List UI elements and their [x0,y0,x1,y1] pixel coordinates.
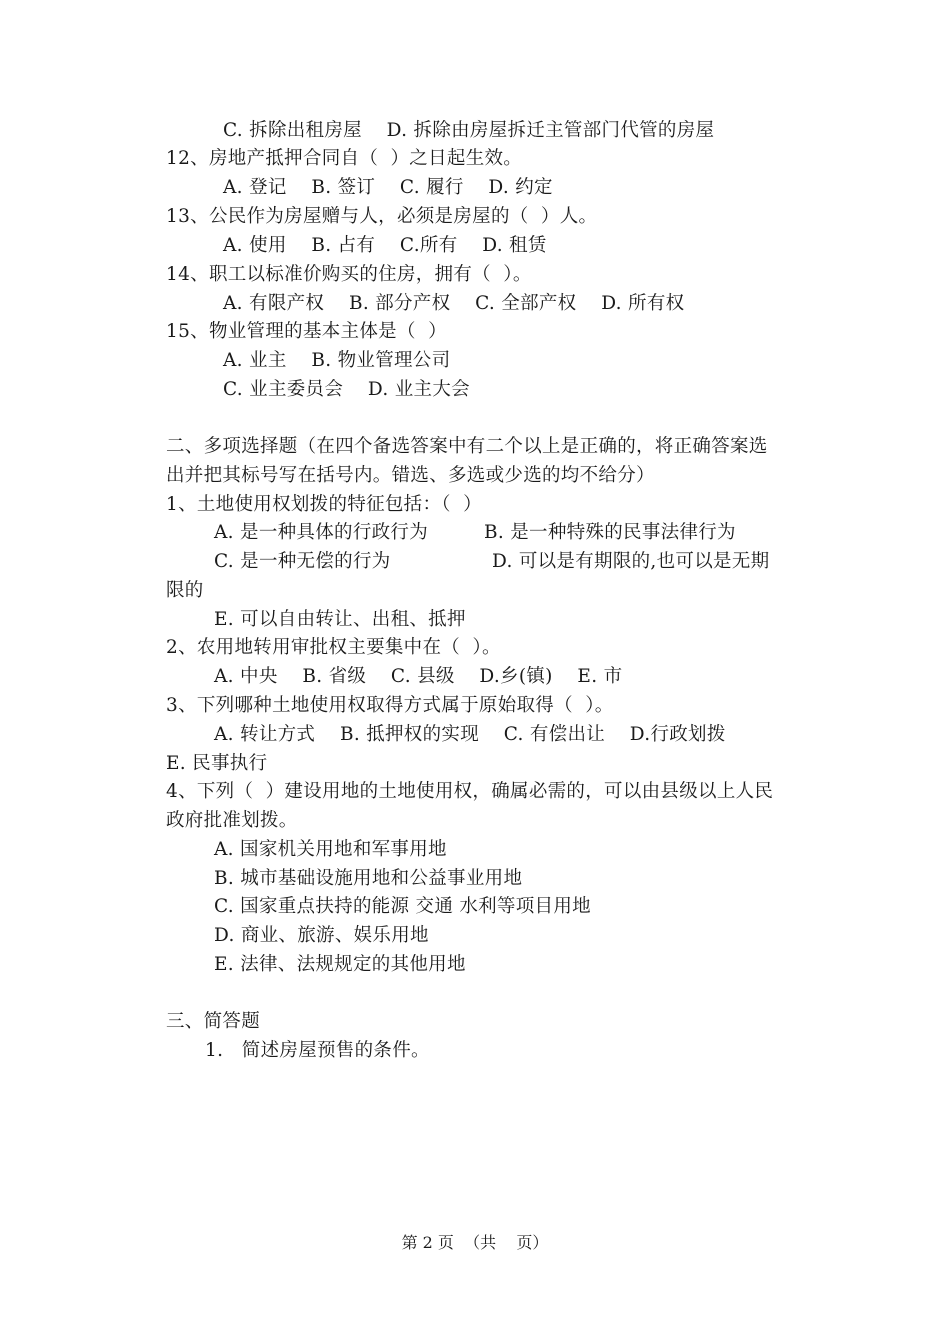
question-15: 15、物业管理的基本主体是（ ） [166,321,447,342]
mc3-option-e: E. 民事执行 [166,753,268,774]
question-13: 13、公民作为房屋赠与人，必须是房屋的（ ）人。 [166,206,598,227]
mc1-option-b: B. 是一种特殊的民事法律行为 [484,522,736,543]
short-answer-question-1: 1. 简述房屋预售的条件。 [205,1040,430,1061]
q13-options: A. 使用 B. 占有 C.所有 D. 租赁 [223,235,547,256]
q15-options-cd: C. 业主委员会 D. 业主大会 [223,379,470,400]
mc3-options: A. 转让方式 B. 抵押权的实现 C. 有偿出让 D.行政划拨 [214,724,726,745]
q12-options: A. 登记 B. 签订 C. 履行 D. 约定 [223,177,553,198]
mc1-option-d-continued: 限的 [166,580,204,601]
mc-question-2: 2、农用地转用审批权主要集中在（ ）。 [166,637,501,658]
mc4-option-e: E. 法律、法规规定的其他用地 [214,954,466,975]
mc1-option-e: E. 可以自由转让、出租、抵押 [214,609,466,630]
mc1-option-c: C. 是一种无偿的行为 [214,551,391,572]
mc4-option-a: A. 国家机关用地和军事用地 [214,839,447,860]
mc1-option-d: D. 可以是有期限的,也可以是无期 [492,551,770,572]
mc-question-3: 3、下列哪种土地使用权取得方式属于原始取得（ ）。 [166,695,614,716]
mc2-options: A. 中央 B. 省级 C. 县级 D.乡(镇) E. 市 [214,666,623,687]
question-12: 12、房地产抵押合同自（ ）之日起生效。 [166,148,523,169]
section-3-heading: 三、简答题 [166,1011,261,1032]
mc-question-4: 4、下列（ ）建设用地的土地使用权，确属必需的，可以由县级以上人民 [166,781,774,802]
page-footer: 第 2 页 （共 页） [401,1233,549,1252]
q15-options-ab: A. 业主 B. 物业管理公司 [223,350,451,371]
section-2-instructions: 出并把其标号写在括号内。错选、多选或少选的均不给分） [166,465,655,486]
mc4-option-c: C. 国家重点扶持的能源 交通 水利等项目用地 [214,896,591,917]
section-2-heading: 二、多项选择题（在四个备选答案中有二个以上是正确的，将正确答案选 [166,436,768,457]
mc-question-1: 1、土地使用权划拨的特征包括：（ ） [166,494,482,515]
q11-options-cd: C. 拆除出租房屋 D. 拆除由房屋拆迁主管部门代管的房屋 [223,120,715,141]
q14-options: A. 有限产权 B. 部分产权 C. 全部产权 D. 所有权 [223,293,685,314]
mc4-option-d: D. 商业、旅游、娱乐用地 [214,925,429,946]
mc4-option-b: B. 城市基础设施用地和公益事业用地 [214,868,523,889]
question-14: 14、职工以标准价购买的住房，拥有（ ）。 [166,264,532,285]
mc1-option-a: A. 是一种具体的行政行为 [214,522,429,543]
mc-question-4-continued: 政府批准划拨。 [166,810,298,831]
